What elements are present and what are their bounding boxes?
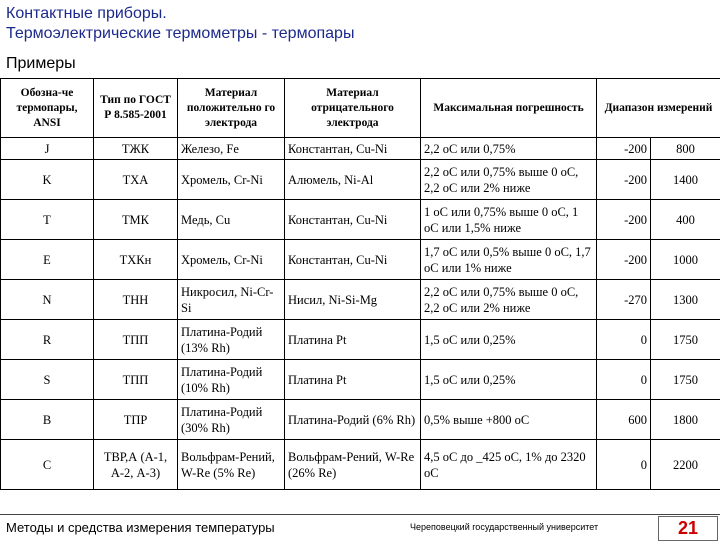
cell-max-error: 1,5 оС или 0,25%	[421, 320, 597, 360]
cell-range-max: 2200	[651, 440, 720, 490]
cell-max-error: 1,7 оС или 0,5% выше 0 оС, 1,7 оС или 1% ниже	[421, 240, 597, 280]
cell-positive-electrode: Железо, Fe	[178, 138, 285, 160]
cell-negative-electrode: Константан, Cu-Ni	[285, 138, 421, 160]
page-title	[6, 4, 354, 44]
cell-range-max: 400	[651, 200, 720, 240]
cell-gost: ТПП	[94, 320, 178, 360]
cell-positive-electrode: Платина-Родий (30% Rh)	[178, 400, 285, 440]
cell-range-min: -270	[597, 280, 651, 320]
cell-positive-electrode: Платина-Родий (13% Rh)	[178, 320, 285, 360]
cell-negative-electrode: Вольфрам-Рений, W-Re (26% Re)	[285, 440, 421, 490]
cell-range-min: -200	[597, 160, 651, 200]
cell-gost: ТПП	[94, 360, 178, 400]
cell-negative-electrode: Нисил, Ni-Si-Mg	[285, 280, 421, 320]
cell-range-max: 800	[651, 138, 720, 160]
cell-ansi: J	[1, 138, 94, 160]
table-row	[1, 280, 720, 320]
page-number: 21	[659, 518, 717, 539]
cell-max-error: 1 оС или 0,75% выше 0 оС, 1 оС или 1,5% ниже	[421, 200, 597, 240]
cell-max-error: 1,5 оС или 0,25%	[421, 360, 597, 400]
cell-ansi: B	[1, 400, 94, 440]
table-header-row	[1, 79, 720, 138]
cell-max-error: 0,5% выше +800 оС	[421, 400, 597, 440]
cell-max-error: 2,2 оС или 0,75% выше 0 оС, 2,2 оС или 2% ниже	[421, 280, 597, 320]
table-row	[1, 440, 720, 490]
title-line-1: Контактные приборы.	[6, 4, 354, 24]
title-line-2: Термоэлектрические термометры - термопары	[6, 24, 354, 44]
cell-positive-electrode: Никросил, Ni-Cr-Si	[178, 280, 285, 320]
col-header-negative: Материал отрицательного электрода	[285, 79, 421, 138]
cell-range-min: 0	[597, 320, 651, 360]
cell-gost: ТМК	[94, 200, 178, 240]
cell-ansi: E	[1, 240, 94, 280]
cell-range-min: -200	[597, 240, 651, 280]
cell-positive-electrode: Хромель, Cr-Ni	[178, 240, 285, 280]
table-row	[1, 400, 720, 440]
cell-positive-electrode: Медь, Cu	[178, 200, 285, 240]
cell-gost: ТХА	[94, 160, 178, 200]
cell-negative-electrode: Платина Pt	[285, 360, 421, 400]
cell-range-min: 600	[597, 400, 651, 440]
cell-positive-electrode: Хромель, Cr-Ni	[178, 160, 285, 200]
section-subtitle: Примеры	[6, 55, 76, 73]
footer-university: Череповецкий государственный университет	[410, 522, 598, 532]
footer-course-title: Методы и средства измерения температуры	[6, 520, 275, 535]
cell-range-min: 0	[597, 360, 651, 400]
cell-positive-electrode: Платина-Родий (10% Rh)	[178, 360, 285, 400]
cell-max-error: 4,5 оС до _425 оС, 1% до 2320 оС	[421, 440, 597, 490]
cell-ansi: K	[1, 160, 94, 200]
cell-negative-electrode: Алюмель, Ni-Al	[285, 160, 421, 200]
cell-range-min: 0	[597, 440, 651, 490]
cell-range-min: -200	[597, 138, 651, 160]
cell-gost: ТЖК	[94, 138, 178, 160]
footer	[0, 514, 720, 541]
cell-range-max: 1300	[651, 280, 720, 320]
table-body	[1, 138, 720, 490]
cell-gost: ТВР,А (А-1, А-2, А-3)	[94, 440, 178, 490]
cell-positive-electrode: Вольфрам-Рений, W-Re (5% Re)	[178, 440, 285, 490]
table-row	[1, 320, 720, 360]
col-header-range: Диапазон измерений	[597, 79, 720, 138]
cell-gost: ТХКн	[94, 240, 178, 280]
cell-ansi: S	[1, 360, 94, 400]
cell-negative-electrode: Константан, Cu-Ni	[285, 240, 421, 280]
cell-range-max: 1750	[651, 320, 720, 360]
cell-gost: ТНН	[94, 280, 178, 320]
cell-negative-electrode: Константан, Cu-Ni	[285, 200, 421, 240]
cell-range-max: 1800	[651, 400, 720, 440]
cell-range-max: 1750	[651, 360, 720, 400]
thermocouple-table	[0, 78, 720, 490]
cell-ansi: T	[1, 200, 94, 240]
cell-range-min: -200	[597, 200, 651, 240]
col-header-error: Максимальная погрешность	[421, 79, 597, 138]
cell-negative-electrode: Платина Pt	[285, 320, 421, 360]
cell-gost: ТПР	[94, 400, 178, 440]
table-row	[1, 138, 720, 160]
cell-ansi: N	[1, 280, 94, 320]
cell-ansi: C	[1, 440, 94, 490]
col-header-ansi: Обозна-че термопары, ANSI	[1, 79, 94, 138]
cell-range-max: 1400	[651, 160, 720, 200]
col-header-gost: Тип по ГОСТ Р 8.585-2001	[94, 79, 178, 138]
cell-max-error: 2,2 оС или 0,75% выше 0 оС, 2,2 оС или 2% ниже	[421, 160, 597, 200]
table-row	[1, 240, 720, 280]
table-row	[1, 200, 720, 240]
col-header-positive: Материал положительно го электрода	[178, 79, 285, 138]
table-row	[1, 360, 720, 400]
page-number-box	[658, 516, 718, 541]
cell-ansi: R	[1, 320, 94, 360]
cell-max-error: 2,2 оС или 0,75%	[421, 138, 597, 160]
cell-negative-electrode: Платина-Родий (6% Rh)	[285, 400, 421, 440]
cell-range-max: 1000	[651, 240, 720, 280]
table-row	[1, 160, 720, 200]
